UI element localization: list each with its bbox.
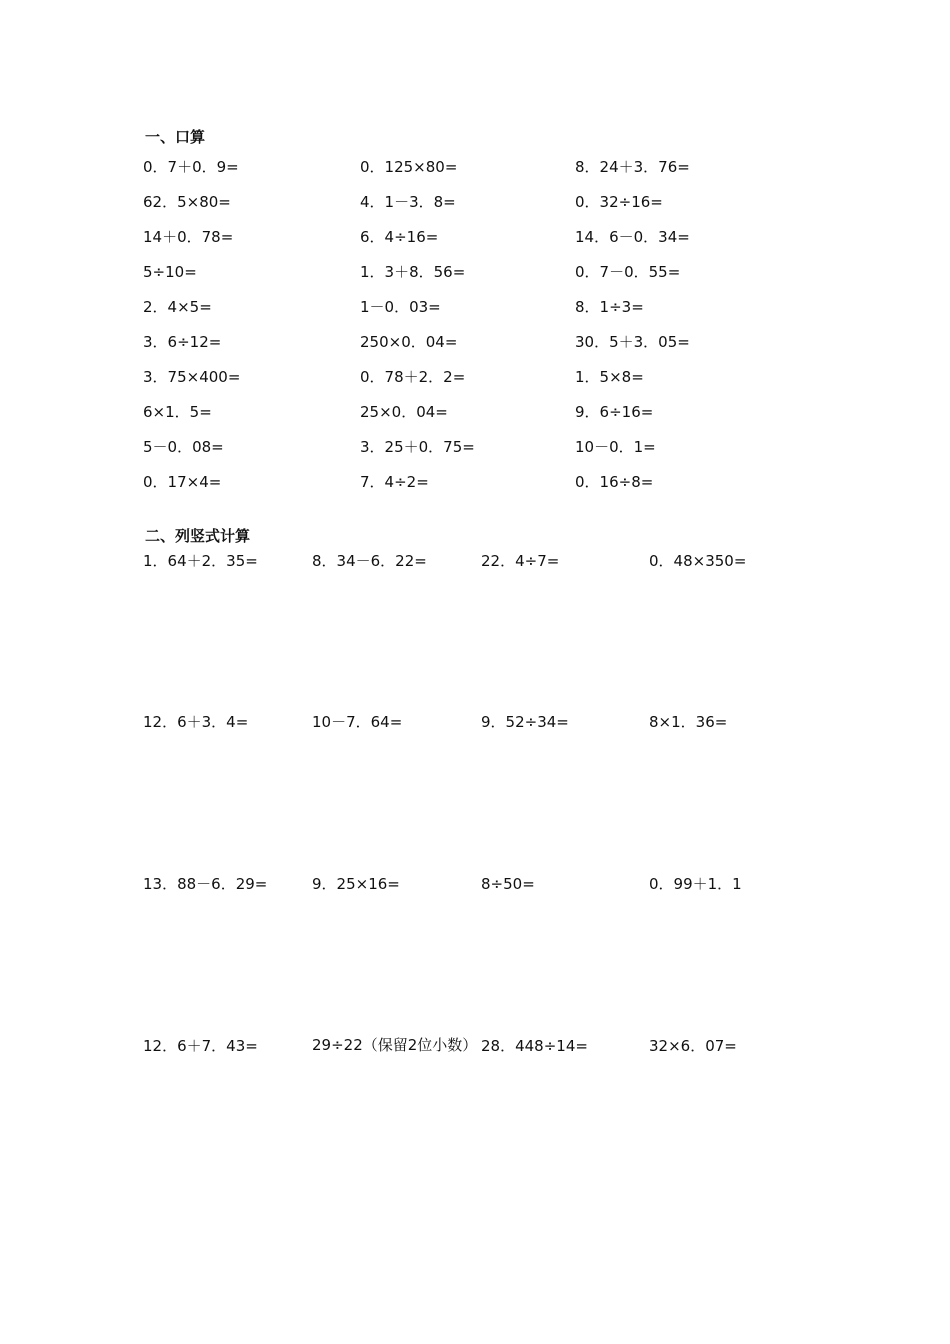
mental-math-problem: 14＋0．78= [143,228,234,246]
mental-math-problem: 30．5＋3．05= [575,333,690,351]
vertical-calc-problem: 12．6＋7．43= [143,1037,258,1055]
mental-math-problem: 5－0．08= [143,438,224,456]
vertical-calc-problem: 12．6＋3．4= [143,713,249,731]
mental-math-problem: 25×0．04= [360,403,448,421]
vertical-calc-problem: 22．4÷7= [481,552,560,570]
mental-math-problem: 3．6÷12= [143,333,222,351]
mental-math-problem: 7．4÷2= [360,473,429,491]
vertical-calc-problem: 9．52÷34= [481,713,569,731]
vertical-calc-problem: 28．448÷14= [481,1037,588,1055]
vertical-calc-problem: 32×6．07= [649,1037,737,1055]
mental-math-problem: 10－0．1= [575,438,656,456]
mental-math-problem: 0．7＋0．9= [143,158,239,176]
mental-math-problem: 1．3＋8．56= [360,263,466,281]
mental-math-problem: 0．7－0．55= [575,263,681,281]
mental-math-problem: 62．5×80= [143,193,231,211]
mental-math-problem: 8．24＋3．76= [575,158,690,176]
mental-math-problem: 8．1÷3= [575,298,644,316]
mental-math-problem: 250×0．04= [360,333,458,351]
mental-math-problem: 3．25＋0．75= [360,438,475,456]
mental-math-problem: 0．17×4= [143,473,222,491]
vertical-calc-problem: 13．88－6．29= [143,875,268,893]
vertical-calc-problem: 0．99＋1．1 [649,875,742,893]
mental-math-problem: 1．5×8= [575,368,644,386]
vertical-calc-problem: 1．64＋2．35= [143,552,258,570]
mental-math-problem: 4．1－3．8= [360,193,456,211]
mental-math-problem: 1－0．03= [360,298,441,316]
mental-math-problem: 5÷10= [143,263,197,281]
vertical-calc-problem: 29÷22（保留2位小数） [312,1036,478,1054]
mental-math-problem: 14．6－0．34= [575,228,690,246]
mental-math-problem: 6．4÷16= [360,228,439,246]
mental-math-problem: 2．4×5= [143,298,212,316]
mental-math-problem: 3．75×400= [143,368,241,386]
mental-math-problem: 0．125×80= [360,158,458,176]
vertical-calc-problem: 8．34－6．22= [312,552,427,570]
mental-math-problem: 6×1．5= [143,403,212,421]
vertical-calc-problem: 8×1．36= [649,713,728,731]
mental-math-problem: 0．32÷16= [575,193,663,211]
vertical-calc-problem: 10－7．64= [312,713,403,731]
section-2-title: 二、列竖式计算 [145,527,251,545]
mental-math-problem: 0．16÷8= [575,473,654,491]
vertical-calc-problem: 9．25×16= [312,875,400,893]
mental-math-problem: 9．6÷16= [575,403,654,421]
section-1-title: 一、口算 [145,128,206,146]
vertical-calc-problem: 0．48×350= [649,552,747,570]
vertical-calc-problem: 8÷50= [481,875,535,893]
mental-math-problem: 0．78＋2．2= [360,368,466,386]
